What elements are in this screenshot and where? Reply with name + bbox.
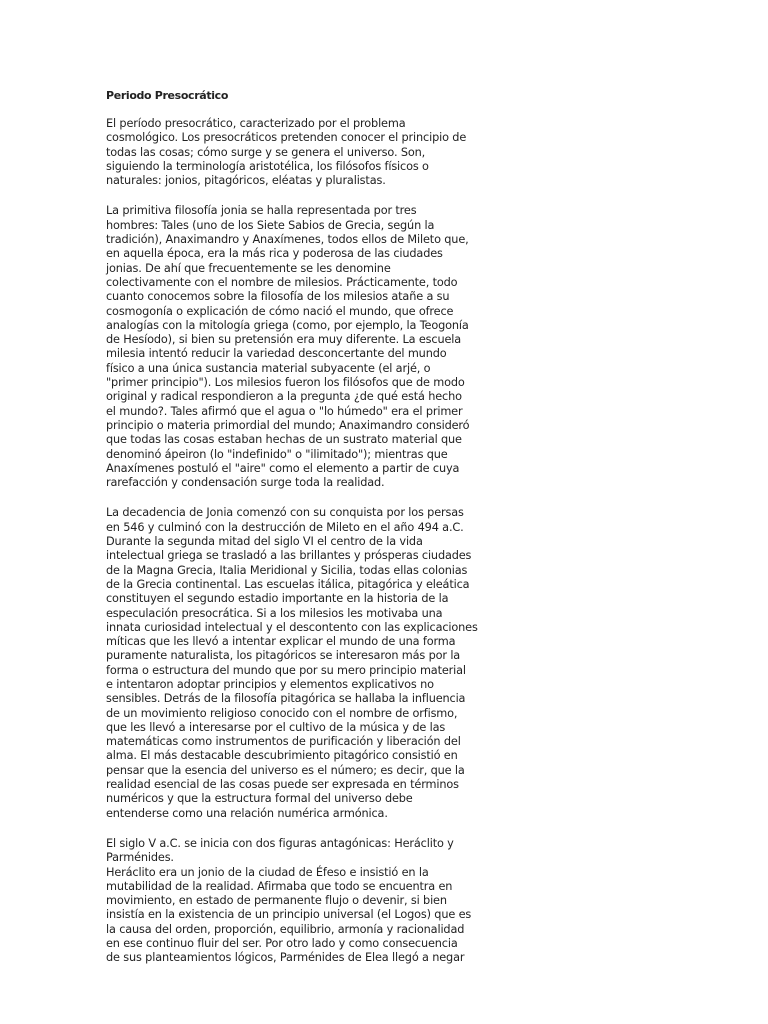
text-line: jonias. De ahí que frecuentemente se les denomine [106, 261, 391, 275]
text-line: Parménides. [106, 851, 174, 865]
text-line: sensibles. Detrás de la filosofía pitagórica se hallaba la influencia [106, 692, 466, 706]
text-line: innata curiosidad intelectual y el descontento con las explicaciones [106, 620, 478, 634]
paragraph [106, 506, 476, 821]
text-line: realidad esencial de las cosas puede ser expresada en términos [106, 778, 459, 792]
text-line: naturales: jonios, pitagóricos, eléatas y pluralistas. [106, 174, 386, 188]
text-line: La primitiva filosofía jonia se halla representada por tres [106, 204, 417, 218]
text-line: de un movimiento religioso conocido con el nombre de orfismo, [106, 706, 458, 720]
text-line: "primer principio"). Los milesios fueron los filósofos que de modo [106, 376, 465, 390]
text-line: mutabilidad de la realidad. Afirmaba que todo se encuentra en [106, 879, 453, 893]
text-line: de Hesíodo), si bien su pretensión era muy diferente. La escuela [106, 333, 462, 347]
text-line: en 546 y culminó con la destrucción de Mileto en el año 494 a.C. [106, 520, 464, 534]
text-line: colectivamente con el nombre de milesios. Prácticamente, todo [106, 275, 458, 289]
text-line: numéricos y que la estructura formal del universo debe [106, 792, 413, 806]
text-line: tradición), Anaximandro y Anaxímenes, todos ellos de Mileto que, [106, 233, 469, 247]
text-line: La decadencia de Jonia comenzó con su conquista por los persas [106, 506, 464, 520]
document-page [106, 88, 476, 982]
text-line: pensar que la esencia del universo es el número; es decir, que la [106, 763, 465, 777]
text-line: movimiento, en estado de permanente flujo o devenir, si bien [106, 894, 447, 908]
text-line: intelectual griega se trasladó a las brillantes y prósperas ciudades [106, 549, 472, 563]
text-line: la causa del orden, proporción, equilibrio, armonía y racionalidad [106, 922, 465, 936]
paragraph [106, 204, 476, 490]
text-line: hombres: Tales (uno de los Siete Sabios de Grecia, según la [106, 218, 435, 232]
text-line: constituyen el segundo estadio importante en la historia de la [106, 592, 449, 606]
text-line: principio o materia primordial del mundo; Anaximandro consideró [106, 418, 470, 432]
text-line: en ese continuo fluir del ser. Por otro lado y como consecuencia [106, 937, 458, 951]
text-line: forma o estructura del mundo que por su mero principio material [106, 663, 466, 677]
text-line: en aquella época, era la más rica y poderosa de las ciudades [106, 247, 443, 261]
text-line: original y radical respondieron a la pregunta ¿de qué está hecho [106, 390, 462, 404]
document-body [106, 117, 476, 966]
text-line: alma. El más destacable descubrimiento pitagórico consistió en [106, 749, 458, 763]
text-line: e intentaron adoptar principios y elementos explicativos no [106, 677, 434, 691]
text-line: de sus planteamientos lógicos, Parménides de Elea llegó a negar [106, 951, 465, 965]
text-line: analogías con la mitología griega (como, por ejemplo, la Teogonía [106, 318, 469, 332]
text-line: Anaxímenes postuló el "aire" como el elemento a partir de cuya [106, 461, 460, 475]
text-line: especulación presocrática. Si a los milesios les motivaba una [106, 606, 443, 620]
text-line: matemáticas como instrumentos de purificación y liberación del [106, 735, 461, 749]
paragraph [106, 837, 476, 966]
text-line: denominó ápeiron (lo "indefinido" o "ilimitado"); mientras que [106, 447, 448, 461]
text-line: de la Grecia continental. Las escuelas itálica, pitagórica y eleática [106, 577, 470, 591]
document-title: Periodo Presocrático [106, 89, 229, 102]
text-line: siguiendo la terminología aristotélica, los filósofos físicos o [106, 159, 429, 173]
text-line: todas las cosas; cómo surge y se genera el universo. Son, [106, 145, 426, 159]
text-line: de la Magna Grecia, Italia Meridional y Sicilia, todas ellas colonias [106, 563, 468, 577]
text-line: El siglo V a.C. se inicia con dos figuras antagónicas: Heráclito y [106, 836, 454, 850]
text-line: el mundo?. Tales afirmó que el agua o "lo húmedo" era el primer [106, 404, 463, 418]
text-line: que les llevó a interesarse por el cultivo de la música y de las [106, 720, 446, 734]
text-line: que todas las cosas estaban hechas de un sustrato material que [106, 433, 462, 447]
text-line: míticas que les llevó a intentar explicar el mundo de una forma [106, 635, 456, 649]
text-line: Heráclito era un jonio de la ciudad de Éfeso e insistió en la [106, 865, 429, 879]
text-line: cuanto conocemos sobre la filosofía de los milesios atañe a su [106, 290, 450, 304]
text-line: milesia intentó reducir la variedad desconcertante del mundo [106, 347, 447, 361]
text-line: físico a una única sustancia material subyacente (el arjé, o [106, 361, 431, 375]
text-line: rarefacción y condensación surge toda la realidad. [106, 476, 385, 490]
text-line: insistía en la existencia de un principio universal (el Logos) que es [106, 908, 472, 922]
text-line: El período presocrático, caracterizado por el problema [106, 117, 406, 130]
paragraph [106, 117, 476, 188]
text-line: puramente naturalista, los pitagóricos se interesaron más por la [106, 649, 461, 663]
text-line: Durante la segunda mitad del siglo VI el centro de la vida [106, 535, 423, 549]
text-line: cosmológico. Los presocráticos pretenden conocer el principio de [106, 131, 467, 145]
text-line: entenderse como una relación numérica armónica. [106, 806, 388, 820]
text-line: cosmogonía o explicación de cómo nació el mundo, que ofrece [106, 304, 454, 318]
